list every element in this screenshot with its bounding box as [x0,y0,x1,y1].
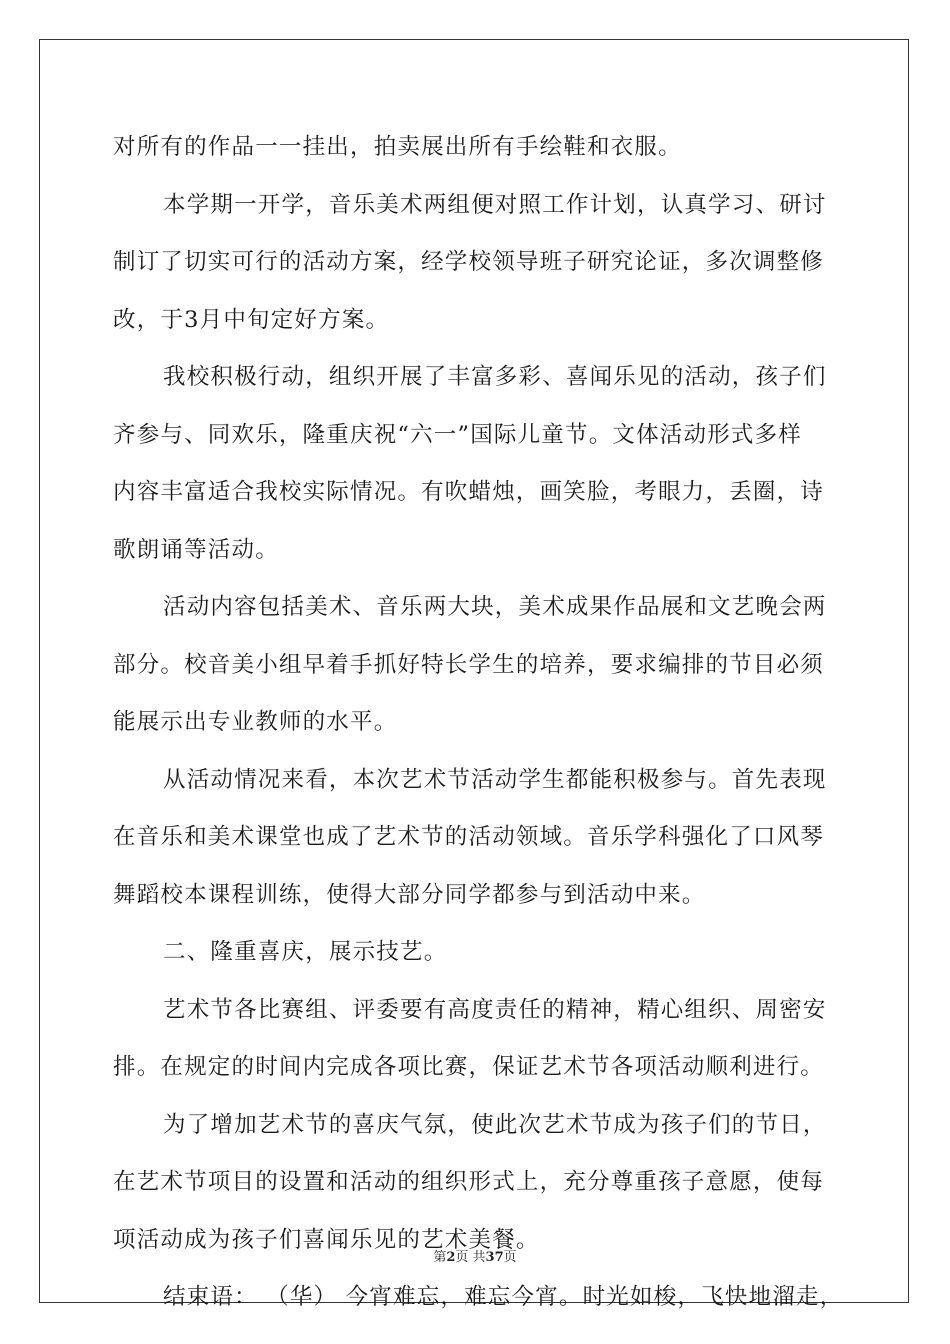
text-line: 在音乐和美术课堂也成了艺术节的活动领域。音乐学科强化了口风琴 [113,824,825,850]
text-line: 齐参与、同欢乐，隆重庆祝“六一”国际儿童节。文体活动形式多样 [113,421,803,448]
text-line: 结束语： （华） 今宵难忘，难忘今宵。时光如梭，飞快地溜走， [163,1284,844,1310]
text-line: 排。在规定的时间内完成各项比赛，保证艺术节各项活动顺利进行。 [113,1054,825,1080]
footer-page-suffix: 页 [503,1250,517,1265]
document-body [113,127,844,1335]
text-line: 本学期一开学，音乐美术两组便对照工作计划，认真学习、研讨 [163,191,827,218]
footer-page-total: 37 [485,1250,504,1265]
text-line: 二、隆重喜庆，展示技艺。 [163,939,448,965]
text-line: 在艺术节项目的设置和活动的组织形式上，充分尊重孩子意愿，使每 [113,1169,825,1195]
text-line: 舞蹈校本课程训练，使得大部分同学都参与到活动中来。 [113,881,706,908]
footer-page-prefix: 第 [433,1250,447,1265]
text-line: 艺术节各比赛组、评委要有高度责任的精神，精心组织、周密安 [163,996,827,1023]
text-line: 我校积极行动，组织开展了丰富多彩、喜闻乐见的活动，孩子们 [163,364,827,390]
text-line: 为了增加艺术节的喜庆气氛，使此次艺术节成为孩子们的节日， [163,1111,827,1138]
text-line: 对所有的作品一一挂出，拍卖展出所有手绘鞋和衣服。 [113,134,682,160]
text-line: 改，于3月中旬定好方案。 [113,306,390,333]
footer-page-mid: 页 共 [455,1250,486,1265]
text-line: 活动内容包括美术、音乐两大块，美术成果作品展和文艺晚会两 [163,594,827,620]
text-line: 制订了切实可行的活动方案，经学校领导班子研究论证，多次调整修 [113,249,825,275]
text-line: 内容丰富适合我校实际情况。有吹蜡烛，画笑脸，考眼力，丢圈，诗 [113,479,825,505]
text-line: 部分。校音美小组早着手抓好特长学生的培养，要求编排的节目必须 [113,651,825,678]
text-line: 从活动情况来看，本次艺术节活动学生都能积极参与。首先表现 [163,766,827,793]
text-line: 歌朗诵等活动。 [113,536,279,563]
footer-page-current: 2 [446,1250,456,1265]
text-line: 项活动成为孩子们喜闻乐见的艺术美餐。 [113,1226,540,1253]
page-footer [0,1246,950,1265]
text-line: 能展示出专业教师的水平。 [113,709,398,735]
